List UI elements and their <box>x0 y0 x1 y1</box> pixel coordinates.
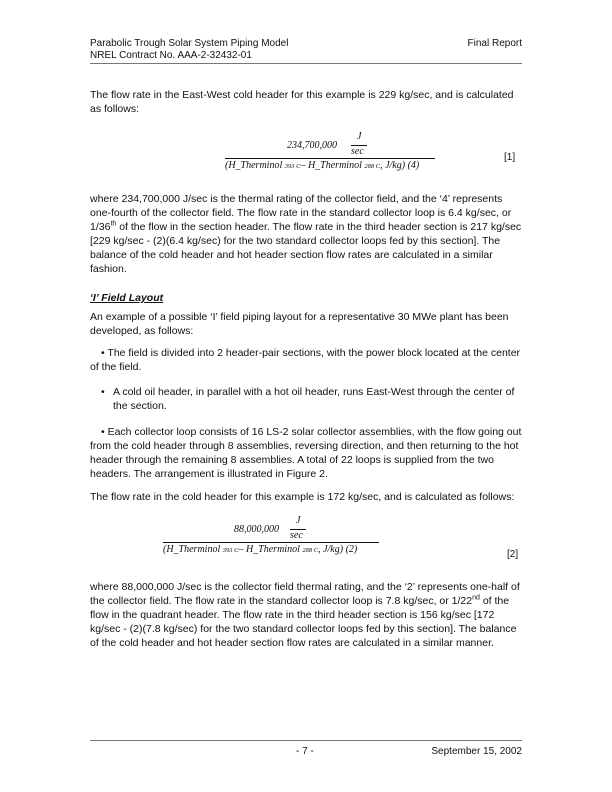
paragraph-eq1-explanation <box>90 192 522 276</box>
section-heading-i-field-layout: ‘I’ Field Layout <box>90 292 164 304</box>
eq2-fraction-bar <box>163 542 379 543</box>
header-title: Parabolic Trough Solar System Piping Model <box>90 38 289 49</box>
paragraph-eq2-explanation <box>90 580 522 650</box>
eq2-den-sub-1: 393 C <box>222 547 239 554</box>
paragraph-cold-header: The flow rate in the cold header for this example is 172 kg/sec, and is calculated as follows: <box>90 491 515 503</box>
para5-text: where 88,000,000 J/sec is the collector field thermal rating, and the ‘2’ represents one-half of the collector field. The flow rate in the standard collector loop is 7.8 kg/sec, or 1/22 <box>90 581 520 607</box>
paragraph-intro: The flow rate in the East-West cold header for this example is 229 kg/sec, and is calculated as follows: <box>90 89 514 115</box>
equation-1 <box>225 130 445 180</box>
running-header <box>90 38 288 62</box>
page-number: - 7 - <box>296 746 314 757</box>
eq1-den-part-c: , J/kg) (4) <box>380 160 420 171</box>
para2-superscript: th <box>110 220 117 228</box>
paragraph-i-field-intro: An example of a possible ‘I’ field piping layout for a representative 30 MWe plant has been developed, as follows: <box>90 311 509 337</box>
eq1-den-part-b: – H_Therminol <box>300 160 365 171</box>
eq1-den-sub-2: 288 C <box>364 163 381 170</box>
para2-text: where 234,700,000 J/sec is the thermal rating of the collector field, and the ‘4’ represents one-fourth of the collector field. The flow rate in the standard collector loop is 6.4 kg/sec, or 1/36 <box>90 193 512 233</box>
footer-divider <box>90 740 522 741</box>
eq2-unit-top: J <box>296 515 301 526</box>
header-divider <box>90 63 522 64</box>
eq2-number: [2] <box>507 549 519 560</box>
eq2-denominator <box>163 544 357 555</box>
eq1-denominator <box>225 160 419 171</box>
eq1-unit-top: J <box>357 131 362 142</box>
header-report-label: Final Report <box>467 38 522 49</box>
eq1-numerator: 234,700,000 <box>287 140 337 151</box>
bullet-item-3: • Each collector loop consists of 16 LS-2 solar collector assemblies, with the flow going out from the cold header through 8 assemblies, reversing direction, and then returning to the hot header through the remaining 8 assemblies. A total of 22 loops is supplied from the two headers. The arrangement is illustrated in Figure 2. <box>90 426 522 480</box>
bullet-mark: • <box>101 386 105 398</box>
eq2-den-part-a: (H_Therminol <box>163 544 223 555</box>
eq1-fraction-bar <box>225 158 435 159</box>
eq2-den-part-c: , J/kg) (2) <box>318 544 358 555</box>
eq2-numerator: 88,000,000 <box>234 524 279 535</box>
eq1-den-sub-1: 393 C <box>284 163 301 170</box>
para2-rest: of the flow in the section header. The flow rate in the third header section is 217 kg/sec [229 kg/sec - (2)(6.4 kg/sec) for the two standard collector loops fed by this section]. The balance of the cold header and hot header section flow rates are calculated in a similar fashion. <box>90 221 522 275</box>
header-contract: NREL Contract No. AAA-2-32432-01 <box>90 50 252 61</box>
bullet-item-2-text: A cold oil header, in parallel with a hot oil header, runs East-West through the center of the section. <box>113 386 515 412</box>
equation-2 <box>163 515 393 565</box>
eq1-unit-bottom: sec <box>351 146 364 157</box>
para5-superscript: nd <box>472 594 480 602</box>
bullet-item-2 <box>90 385 522 413</box>
bullet-item-1: • The field is divided into 2 header-pair sections, with the power block located at the center of the field. <box>90 347 521 373</box>
para5-rest: of the flow in the quadrant header. The flow rate in the third header section is 156 kg/sec [172 kg/sec - (2)(7.8 kg/sec) for the two standard collector loops fed by this section]. The balance of the cold header and hot header section flow rates are calculated in a similar manner. <box>90 595 517 649</box>
eq1-den-part-a: (H_Therminol <box>225 160 285 171</box>
eq2-unit-bottom: sec <box>290 530 303 541</box>
eq2-den-part-b: – H_Therminol <box>238 544 303 555</box>
eq1-number: [1] <box>504 152 516 163</box>
footer-date: September 15, 2002 <box>431 746 522 757</box>
eq2-den-sub-2: 288 C <box>302 547 319 554</box>
